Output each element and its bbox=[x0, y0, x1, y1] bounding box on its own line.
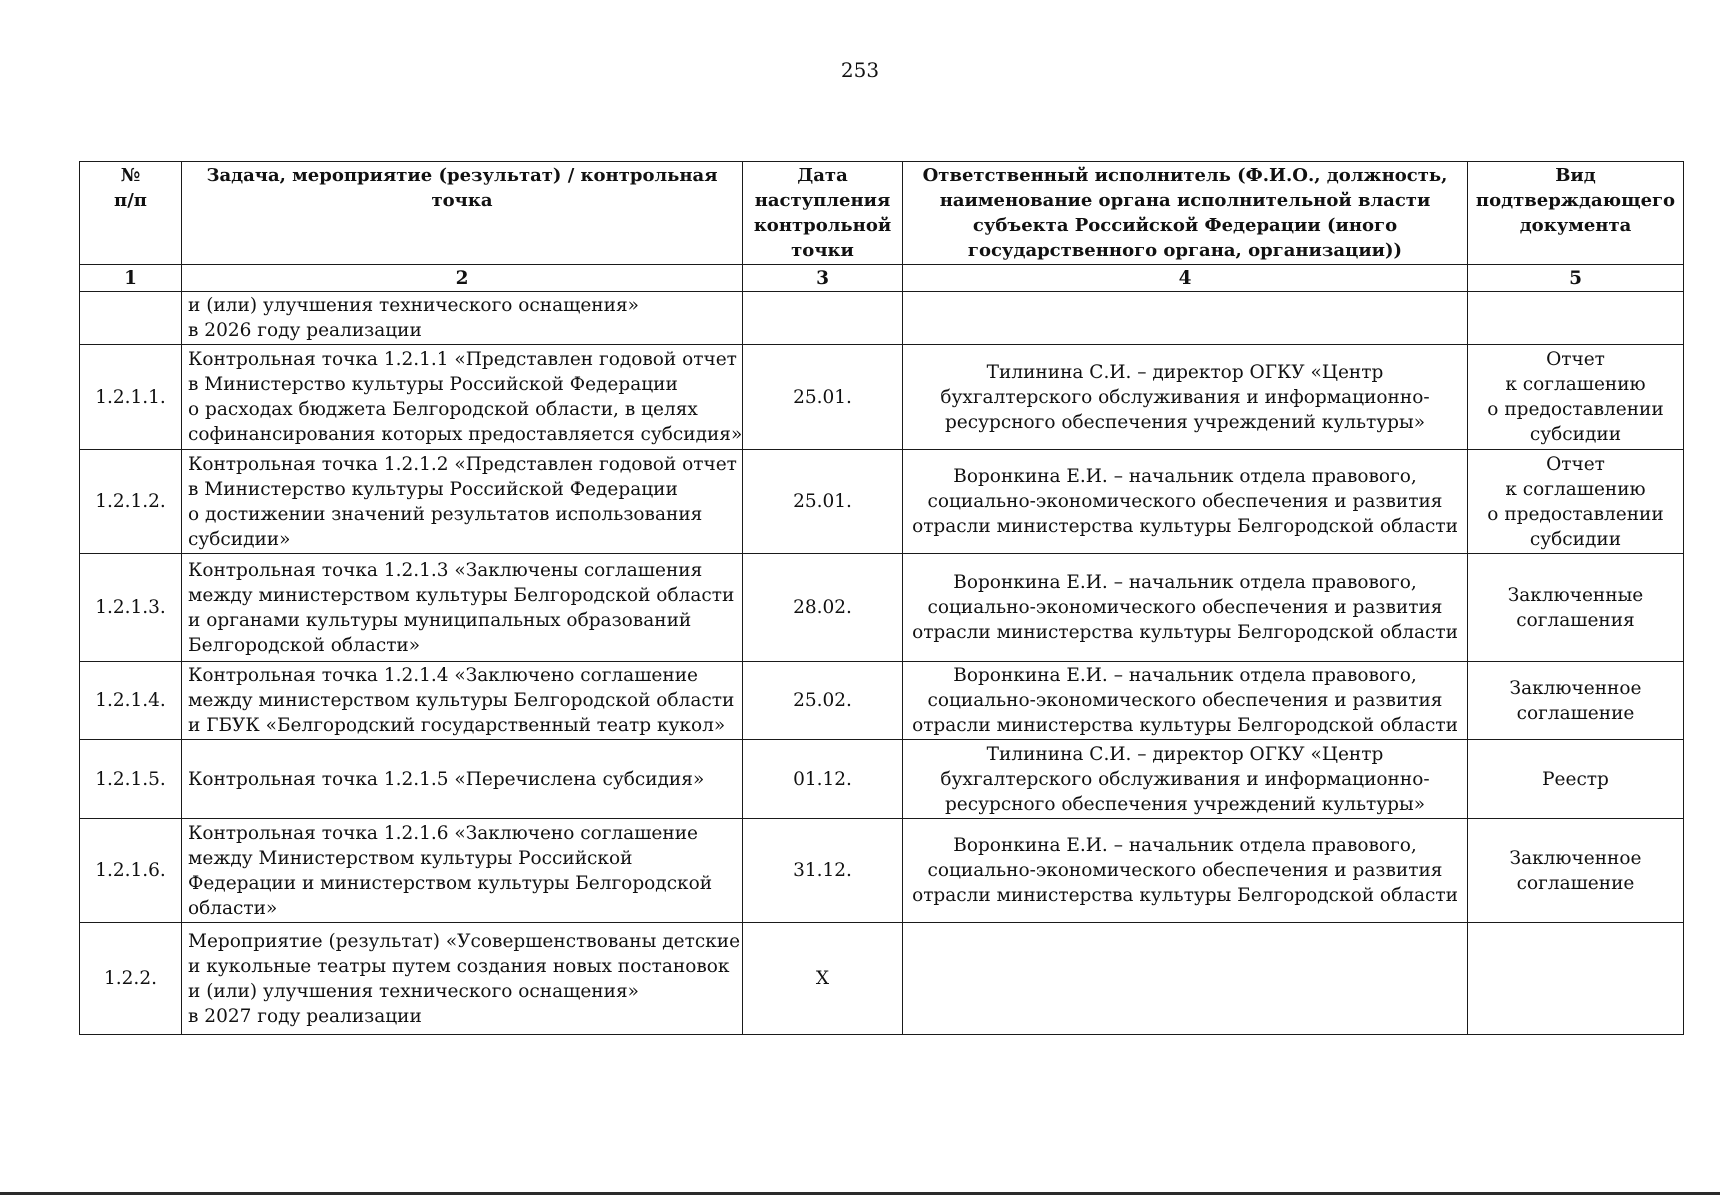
document-line: соглашение bbox=[1516, 702, 1635, 724]
document-line: Заключенное bbox=[1509, 847, 1642, 869]
date-cell bbox=[743, 292, 903, 345]
task-line: и ГБУК «Белгородский государственный театр кукол» bbox=[188, 715, 726, 736]
task-line: софинансирования которых предоставляется субсидия» bbox=[188, 424, 743, 445]
column-number-2: 2 bbox=[182, 265, 743, 292]
task-line: и (или) улучшения технического оснащения» bbox=[188, 980, 639, 1002]
header-line: наименование органа исполнительной власти bbox=[939, 190, 1431, 211]
header-line: государственного органа, организации)) bbox=[967, 240, 1403, 261]
task-cell bbox=[182, 819, 743, 923]
date-cell: 25.02. bbox=[743, 662, 903, 740]
executor-line: отрасли министерства культуры Белгородской области bbox=[912, 516, 1458, 537]
task-line: и кукольные театры путем создания новых постановок bbox=[188, 955, 730, 977]
table-row bbox=[80, 554, 1684, 662]
column-number-3: 3 bbox=[743, 265, 903, 292]
task-line: в Министерство культуры Российской Федерации bbox=[188, 374, 678, 395]
task-cell bbox=[182, 554, 743, 662]
row-number-cell: 1.2.1.5. bbox=[80, 740, 182, 819]
document-line: соглашение bbox=[1516, 872, 1635, 894]
header-line: точка bbox=[431, 190, 493, 211]
column-number-4: 4 bbox=[903, 265, 1468, 292]
executor-cell bbox=[903, 292, 1468, 345]
task-line: о достижении значений результатов использования bbox=[188, 503, 703, 525]
task-line: в 2027 году реализации bbox=[188, 1005, 422, 1027]
header-line: наступления bbox=[754, 190, 891, 211]
task-line: Белгородской области» bbox=[188, 634, 421, 656]
task-line: между министерством культуры Белгородской области bbox=[188, 584, 735, 606]
header-line: № bbox=[120, 165, 141, 186]
row-number-cell bbox=[80, 292, 182, 345]
document-line: о предоставлении bbox=[1487, 503, 1664, 525]
row-number-cell: 1.2.2. bbox=[80, 923, 182, 1035]
executor-cell bbox=[903, 450, 1468, 554]
control-points-table bbox=[79, 161, 1684, 1035]
table-row bbox=[80, 740, 1684, 819]
header-line: субъекта Российской Федерации (иного bbox=[972, 215, 1398, 236]
table-row bbox=[80, 450, 1684, 554]
date-cell: 25.01. bbox=[743, 450, 903, 554]
executor-line: социально-экономического обеспечения и развития bbox=[927, 690, 1443, 711]
task-cell bbox=[182, 662, 743, 740]
executor-line: бухгалтерского обслуживания и информационно- bbox=[940, 768, 1430, 790]
task-line: в Министерство культуры Российской Федерации bbox=[188, 478, 678, 500]
task-line: между министерством культуры Белгородской области bbox=[188, 690, 735, 711]
document-line: о предоставлении bbox=[1487, 399, 1664, 420]
header-line: Задача, мероприятие (результат) / контрольная bbox=[206, 165, 718, 186]
table-row bbox=[80, 923, 1684, 1035]
header-row bbox=[80, 162, 1684, 265]
date-cell: Х bbox=[743, 923, 903, 1035]
executor-line: Воронкина Е.И. – начальник отдела правового, bbox=[953, 572, 1417, 593]
task-cell bbox=[182, 923, 743, 1035]
header-cell-date bbox=[743, 162, 903, 265]
table-row bbox=[80, 345, 1684, 450]
header-line: контрольной bbox=[753, 215, 892, 236]
document-cell bbox=[1468, 554, 1684, 662]
document-cell bbox=[1468, 450, 1684, 554]
executor-line: Воронкина Е.И. – начальник отдела правового, bbox=[953, 466, 1417, 487]
row-number-cell: 1.2.1.2. bbox=[80, 450, 182, 554]
task-line: между Министерством культуры Российской bbox=[188, 847, 633, 869]
executor-cell bbox=[903, 662, 1468, 740]
table-row bbox=[80, 819, 1684, 923]
column-number-5: 5 bbox=[1468, 265, 1684, 292]
task-line: в 2026 году реализации bbox=[188, 320, 422, 341]
task-line: Контрольная точка 1.2.1.3 «Заключены соглашения bbox=[188, 559, 703, 581]
executor-cell bbox=[903, 819, 1468, 923]
table-body bbox=[80, 292, 1684, 1035]
document-line: субсидии bbox=[1529, 528, 1622, 550]
row-number-cell: 1.2.1.3. bbox=[80, 554, 182, 662]
header-line: Дата bbox=[797, 165, 848, 186]
header-cell-number bbox=[80, 162, 182, 265]
document-cell bbox=[1468, 345, 1684, 450]
document-cell bbox=[1468, 819, 1684, 923]
task-line: о расходах бюджета Белгородской области, в целях bbox=[188, 399, 698, 420]
page-number: 253 bbox=[840, 58, 880, 82]
task-cell bbox=[182, 345, 743, 450]
executor-line: социально-экономического обеспечения и развития bbox=[927, 860, 1443, 881]
header-line: подтверждающего bbox=[1475, 190, 1676, 211]
table-row bbox=[80, 292, 1684, 345]
document-line: к соглашению bbox=[1505, 374, 1646, 395]
executor-cell bbox=[903, 923, 1468, 1035]
document-cell bbox=[1468, 292, 1684, 345]
document-line: субсидии bbox=[1529, 424, 1622, 445]
row-number-cell: 1.2.1.6. bbox=[80, 819, 182, 923]
executor-cell bbox=[903, 554, 1468, 662]
executor-line: социально-экономического обеспечения и развития bbox=[927, 597, 1443, 618]
task-cell bbox=[182, 450, 743, 554]
document-cell bbox=[1468, 662, 1684, 740]
scan-bottom-edge bbox=[0, 1192, 1720, 1195]
executor-line: Тилинина С.И. – директор ОГКУ «Центр bbox=[986, 743, 1384, 765]
date-cell: 01.12. bbox=[743, 740, 903, 819]
task-line: Контрольная точка 1.2.1.5 «Перечислена субсидия» bbox=[188, 768, 705, 790]
executor-line: отрасли министерства культуры Белгородской области bbox=[912, 622, 1458, 643]
document-cell bbox=[1468, 740, 1684, 819]
date-cell: 25.01. bbox=[743, 345, 903, 450]
header-line: Вид bbox=[1555, 165, 1596, 186]
executor-line: Тилинина С.И. – директор ОГКУ «Центр bbox=[986, 361, 1384, 383]
executor-line: Воронкина Е.И. – начальник отдела правового, bbox=[953, 835, 1417, 856]
column-number-1: 1 bbox=[80, 265, 182, 292]
document-line: Отчет bbox=[1546, 453, 1605, 475]
header-line: п/п bbox=[114, 190, 147, 211]
executor-line: отрасли министерства культуры Белгородской области bbox=[912, 885, 1458, 906]
document-line: Заключенное bbox=[1509, 677, 1642, 699]
row-number-cell: 1.2.1.1. bbox=[80, 345, 182, 450]
header-line: Ответственный исполнитель (Ф.И.О., должность, bbox=[922, 165, 1448, 186]
task-line: Контрольная точка 1.2.1.1 «Представлен годовой отчет bbox=[188, 349, 737, 370]
task-line: субсидии» bbox=[188, 528, 291, 550]
date-cell: 28.02. bbox=[743, 554, 903, 662]
task-cell bbox=[182, 292, 743, 345]
date-cell: 31.12. bbox=[743, 819, 903, 923]
document-line: Заключенные bbox=[1507, 584, 1644, 606]
executor-line: ресурсного обеспечения учреждений культуры» bbox=[944, 793, 1426, 815]
task-line: области» bbox=[188, 897, 278, 919]
executor-line: отрасли министерства культуры Белгородской области bbox=[912, 715, 1458, 736]
task-line: и (или) улучшения технического оснащения» bbox=[188, 295, 639, 316]
header-cell-executor bbox=[903, 162, 1468, 265]
executor-cell bbox=[903, 740, 1468, 819]
task-line: и органами культуры муниципальных образований bbox=[188, 609, 692, 631]
header-cell-document bbox=[1468, 162, 1684, 265]
document-line: Реестр bbox=[1542, 768, 1609, 790]
task-line: Контрольная точка 1.2.1.2 «Представлен годовой отчет bbox=[188, 453, 737, 475]
header-cell-task bbox=[182, 162, 743, 265]
executor-line: социально-экономического обеспечения и развития bbox=[927, 491, 1443, 512]
document-line: к соглашению bbox=[1505, 478, 1646, 500]
column-number-row bbox=[80, 265, 1684, 292]
task-line: Мероприятие (результат) «Усовершенствованы детские bbox=[188, 930, 741, 952]
executor-cell bbox=[903, 345, 1468, 450]
table-row bbox=[80, 662, 1684, 740]
task-cell bbox=[182, 740, 743, 819]
executor-line: ресурсного обеспечения учреждений культуры» bbox=[944, 411, 1426, 433]
executor-line: бухгалтерского обслуживания и информационно- bbox=[940, 386, 1430, 408]
task-line: Контрольная точка 1.2.1.6 «Заключено соглашение bbox=[188, 822, 698, 844]
document-line: соглашения bbox=[1516, 609, 1635, 631]
header-line: документа bbox=[1519, 215, 1632, 236]
executor-line: Воронкина Е.И. – начальник отдела правового, bbox=[953, 665, 1417, 686]
row-number-cell: 1.2.1.4. bbox=[80, 662, 182, 740]
document-line: Отчет bbox=[1546, 349, 1605, 370]
task-line: Федерации и министерством культуры Белгородской bbox=[188, 872, 713, 894]
task-line: Контрольная точка 1.2.1.4 «Заключено соглашение bbox=[188, 665, 698, 686]
document-cell bbox=[1468, 923, 1684, 1035]
header-line: точки bbox=[791, 240, 854, 261]
